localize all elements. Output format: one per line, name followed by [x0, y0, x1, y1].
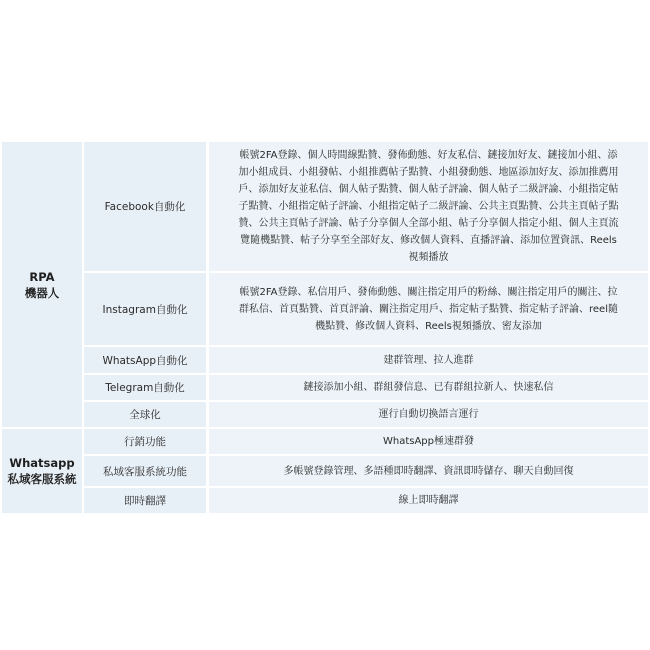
- category-instagram: Instagram自動化: [84, 273, 209, 347]
- table-row: [2, 488, 648, 515]
- description-whatsapp: 建群管理、拉人進群: [209, 347, 648, 375]
- description-line: 帳號2FA登錄、個人時間線點贊、發佈動態、好友私信、鏈接加好友、鏈接加小組、添: [239, 150, 618, 161]
- description-telegram: 鏈接添加小組、群組發信息、已有群組拉新人、快速私信: [209, 375, 648, 402]
- description-line: 群私信、首頁點贊、首頁評論、關注指定用戶、指定帖子點贊、指定帖子評論、reel隨: [239, 303, 618, 315]
- category-marketing: 行銷功能: [84, 429, 209, 456]
- description-line: 子點贊、小組指定帖子評論、小組指定帖子二級評論、公共主頁點贊、公共主頁帖子點: [238, 201, 619, 212]
- description-instagram: [209, 273, 648, 347]
- description-globalization: 運行自動切換語言運行: [209, 402, 648, 429]
- feature-table: [2, 142, 648, 515]
- category-facebook: Facebook自動化: [84, 142, 209, 273]
- category-translation: 即時翻譯: [84, 488, 209, 515]
- category-whatsapp: WhatsApp自動化: [84, 347, 209, 375]
- description-line: 加小組成員、小組發帖、小組推薦帖子點贊、小組發動態、地區添加好友、添加推薦用: [238, 167, 619, 178]
- category-telegram: Telegram自動化: [84, 375, 209, 402]
- table-row: [2, 375, 648, 402]
- description-facebook: [209, 142, 648, 273]
- group-title: RPA: [29, 269, 55, 284]
- table-row: [2, 402, 648, 429]
- table-row: [2, 456, 648, 488]
- group-title: Whatsapp: [9, 456, 75, 470]
- description-line: 機點贊、修改個人資料、Reels視頻播放、密友添加: [315, 320, 542, 332]
- table-row: [2, 142, 648, 273]
- group-subtitle: 私域客服系統: [7, 472, 77, 486]
- description-line: 戶、添加好友並私信、個人帖子點贊、個人帖子評論、個人帖子二級評論、小組指定帖: [238, 184, 619, 195]
- description-line: 贊、公共主頁帖子評論、帖子分享個人全部小組、帖子分享個人指定小組、個人主頁流: [238, 218, 619, 229]
- description-line: 覽隨機點贊、帖子分享至全部好友、修改個人資料、直播評論、添加位置資訊、Reels: [240, 235, 617, 246]
- group-label-whatsapp: [2, 429, 84, 515]
- description-customer-service: 多帳號登錄管理、多語種即時翻譯、資訊即時儲存、聊天自動回復: [209, 456, 648, 488]
- category-globalization: 全球化: [84, 402, 209, 429]
- description-line: 視頻播放: [408, 252, 449, 263]
- table-row: [2, 273, 648, 347]
- table-row: [2, 429, 648, 456]
- description-marketing: WhatsApp極速群發: [209, 429, 648, 456]
- group-label-rpa: [2, 142, 84, 429]
- description-line: 帳號2FA登錄、私信用戶、發佈動態、關注指定用戶的粉絲、關注指定用戶的關注、拉: [239, 286, 618, 298]
- description-translation: 線上即時翻譯: [209, 488, 648, 515]
- category-customer-service: 私域客服系統功能: [84, 456, 209, 488]
- group-subtitle: 機器人: [24, 285, 60, 300]
- table-row: [2, 347, 648, 375]
